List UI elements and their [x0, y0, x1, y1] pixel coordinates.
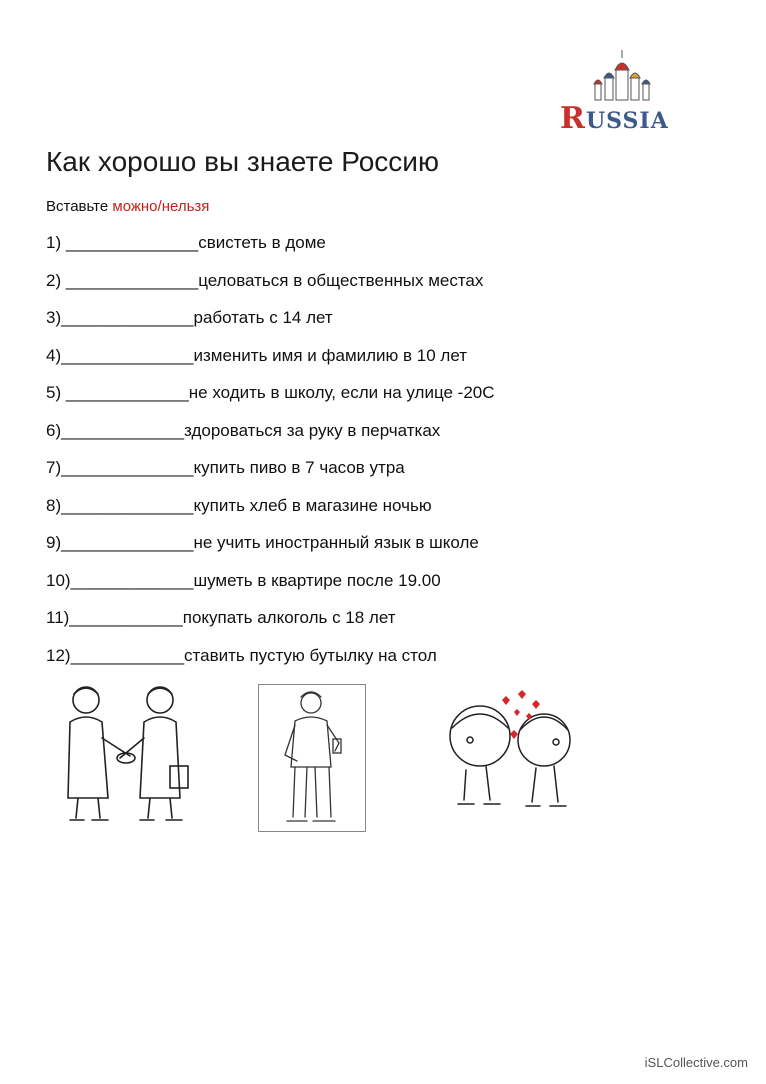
item-blank: 7)______________ [46, 458, 194, 477]
list-item [46, 567, 495, 605]
instruction-highlight: можно/нельзя [112, 198, 210, 215]
exercise-list [46, 229, 495, 679]
cathedral-icon [582, 48, 662, 108]
handshake-illustration [48, 678, 198, 828]
item-text: здороваться за руку в перчатках [184, 420, 441, 440]
item-text: свистеть в доме [198, 233, 326, 252]
list-item [46, 342, 495, 380]
item-blank: 9)______________ [46, 533, 194, 552]
logo-rest: USSIA [585, 108, 669, 134]
item-blank: 5) _____________ [46, 383, 189, 402]
list-item [46, 304, 495, 342]
item-text: купить хлеб в магазине ночью [193, 495, 432, 515]
item-text: целоваться в общественных местах [198, 270, 484, 290]
item-blank: 2) ______________ [46, 270, 199, 290]
list-item [46, 379, 495, 417]
item-blank: 4)______________ [46, 345, 194, 365]
page-title: Как хорошо вы знаете Россию [46, 146, 439, 177]
item-text: ставить пустую бутылку на стол [184, 645, 437, 665]
item-blank: 11)____________ [46, 608, 183, 627]
kissing-kids-illustration [440, 690, 590, 820]
instruction-prefix: Вставьте [46, 198, 113, 215]
man-illustration [258, 684, 366, 832]
list-item [46, 454, 495, 492]
item-blank: 12)____________ [46, 645, 185, 665]
footer-watermark: iSLCollective.com [644, 1055, 748, 1070]
list-item [46, 604, 495, 642]
item-text: не ходить в школу, если на улице -20С [188, 383, 495, 402]
man-drawing [259, 685, 365, 831]
item-blank: 6)_____________ [46, 420, 185, 440]
item-blank: 3)______________ [46, 308, 194, 327]
logo-first-letter: R [560, 101, 586, 136]
list-item [46, 529, 495, 567]
list-item [46, 267, 495, 305]
item-text: не учить иностранный язык в школе [193, 533, 479, 552]
item-blank: 8)______________ [46, 495, 194, 515]
list-item [46, 642, 495, 680]
item-text: изменить имя и фамилию в 10 лет [193, 345, 467, 365]
russia-logo [560, 48, 670, 136]
list-item [46, 417, 495, 455]
item-blank: 1) ______________ [46, 233, 199, 252]
item-blank: 10)_____________ [46, 570, 194, 590]
instruction [46, 198, 209, 215]
item-text: покупать алкоголь с 18 лет [182, 608, 396, 627]
item-text: купить пиво в 7 часов утра [193, 458, 405, 477]
list-item [46, 229, 495, 267]
item-text: шуметь в квартире после 19.00 [193, 570, 441, 590]
list-item [46, 492, 495, 530]
logo-text [560, 101, 669, 136]
item-text: работать с 14 лет [193, 308, 333, 327]
